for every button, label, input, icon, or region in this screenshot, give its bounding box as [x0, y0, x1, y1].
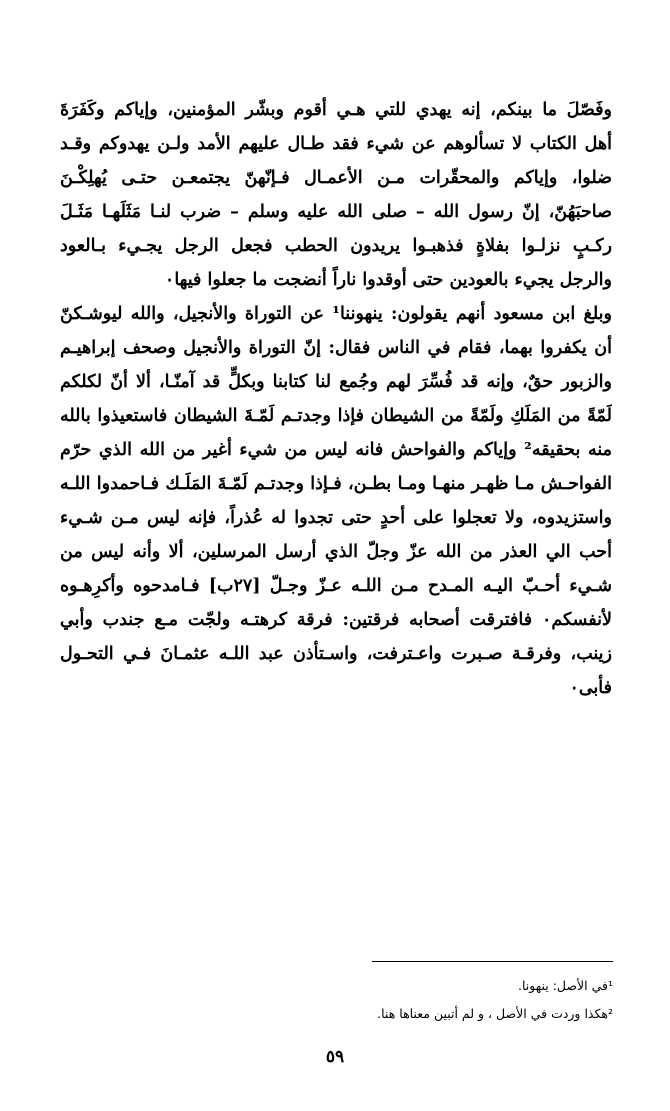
- text-line: لَمّةً من المَلَكِ ولَمّةً من الشيطان فإذا وجدتـم لَمّـةَ الشيطان فاستعيذوا بالله: [60, 406, 612, 426]
- text-line: وفَصّلَ ما بينكم، إنه يهدي للتي هـي أقوم وبشّر المؤمنين، وإياكم وكَفَرَةَ: [60, 100, 612, 120]
- footnote-separator: [372, 961, 613, 962]
- footnotes: [60, 972, 613, 1028]
- text-line: ضلوا، وإياكم والمحقّرات مـن الأعمـال فـإنّهنّ يجتمعـن حتـى يُهلِكْـنَ: [60, 168, 612, 188]
- text-line: شـيء أحـبّ اليـه المـدح مـن اللـه عـزّ وجـلّ [٢٧ب] فـامدحوه وأكرِهـوه: [60, 576, 612, 596]
- text-line: أحب الي العذر من الله عزّ وجلّ الذي أرسل المرسلين، ألا وأنه ليس من: [60, 542, 612, 562]
- text-line: زينب، وفرقـة صـبرت واعـترفت، واسـتأذن عبد اللـه عثمـانَ فـي التحـول: [60, 644, 612, 664]
- text-line: الفواحـش مـا ظهـر منهـا ومـا بطـن، فـإذا وجدتـم لَمّـةَ المَلَـك فـاحمدوا اللـه: [60, 474, 612, 494]
- text-line: ركـبٍ نزلـوا بفلاةٍ فذهبـوا يريدون الحطب فجعل الرجل يجـيء بـالعود: [60, 236, 612, 256]
- text-line: والرجل يجيء بالعودين حتى أوقدوا ناراً أنضجت ما جعلوا فيها٠: [164, 270, 612, 290]
- text-line: لأنفسكم٠ فافترقت أصحابه فرقتين: فرقة كرهتـه ولجّت مـع جندب وأبي: [60, 610, 612, 630]
- footnote-2: ²هكذا وردت في الأصل ، و لم أتبين معناها هنا.: [377, 1006, 613, 1021]
- text-line: وبلغ ابن مسعود أنهم يقولون: ينهوننا¹ عن التوراة والأنجيل، والله ليوشـكنّ: [60, 304, 612, 324]
- text-line: فأبى٠: [569, 678, 612, 698]
- text-line: منه بحقيقه² وإياكم والفواحش فانه ليس من شيء أغير من الله الذي حرّم: [60, 440, 612, 460]
- text-line: أن يكفروا بهما، فقام في الناس فقال: إنّ التوراة والأنجيل وصحف إبراهيـم: [60, 338, 612, 358]
- main-text: [60, 93, 612, 705]
- text-line: أهل الكتاب لا تسألوهم عن شيء فقد طـال عليهم الأمد ولـن يهدوكم وقـد: [60, 134, 612, 154]
- page-number: ٥٩: [325, 1047, 345, 1067]
- text-line: والزبور حقٌ، وإنه قد فُسِّرَ لهم وجُمع لنا كتابنا وبكلٍّ قد آمنّـا، ألا أنّ لكلكم: [60, 372, 612, 392]
- footnote-1: ¹في الأصل: ينهونا.: [518, 978, 613, 993]
- text-line: صاحبَهُنّ، إنّ رسول الله – صلى الله عليه وسلم – ضرب لنـا مَثَلَهـا مَثَـلَ: [60, 202, 612, 222]
- text-line: واستزيدوه، ولا تعجلوا على أحدٍ حتى تجدوا له عُذراً، فإنه ليس مـن شـيء: [60, 508, 612, 528]
